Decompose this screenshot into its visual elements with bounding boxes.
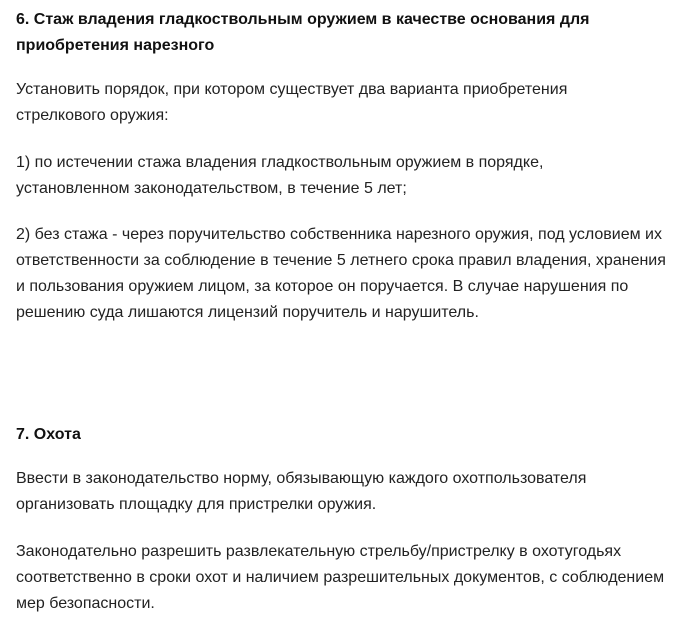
section-7-paragraph-2: Законодательно разрешить развлекательную стрельбу/пристрелку в охотугодьях соответственно в сроки охот и наличием разрешительных документов, с соблюдением мер безопасности. [16,543,665,612]
section-7-paragraph-1: Ввести в законодательство норму, обязывающую каждого охотпользователя организовать площадку для пристрелки оружия. [16,470,587,513]
section-7-heading: 7. Охота [16,426,81,443]
section-6-heading: 6. Стаж владения гладкоствольным оружием в качестве основания для приобретения нарезного [16,11,590,54]
section-6-paragraph-3: 2) без стажа - через поручительство собственника нарезного оружия, под условием их ответственности за соблюдение в течение 5 летнего срока правил владения, хранения и пользования оружием лицом, за которое он поручается. В случае нарушения по решению суда лишаются лицензий поручитель и нарушитель. [16,226,666,321]
section-6-paragraph-2: 1) по истечении стажа владения гладкоствольным оружием в порядке, установленном законодательством, в течение 5 лет; [16,154,544,197]
section-6-paragraph-1: Установить порядок, при котором существует два варианта приобретения стрелкового оружия: [16,81,568,124]
